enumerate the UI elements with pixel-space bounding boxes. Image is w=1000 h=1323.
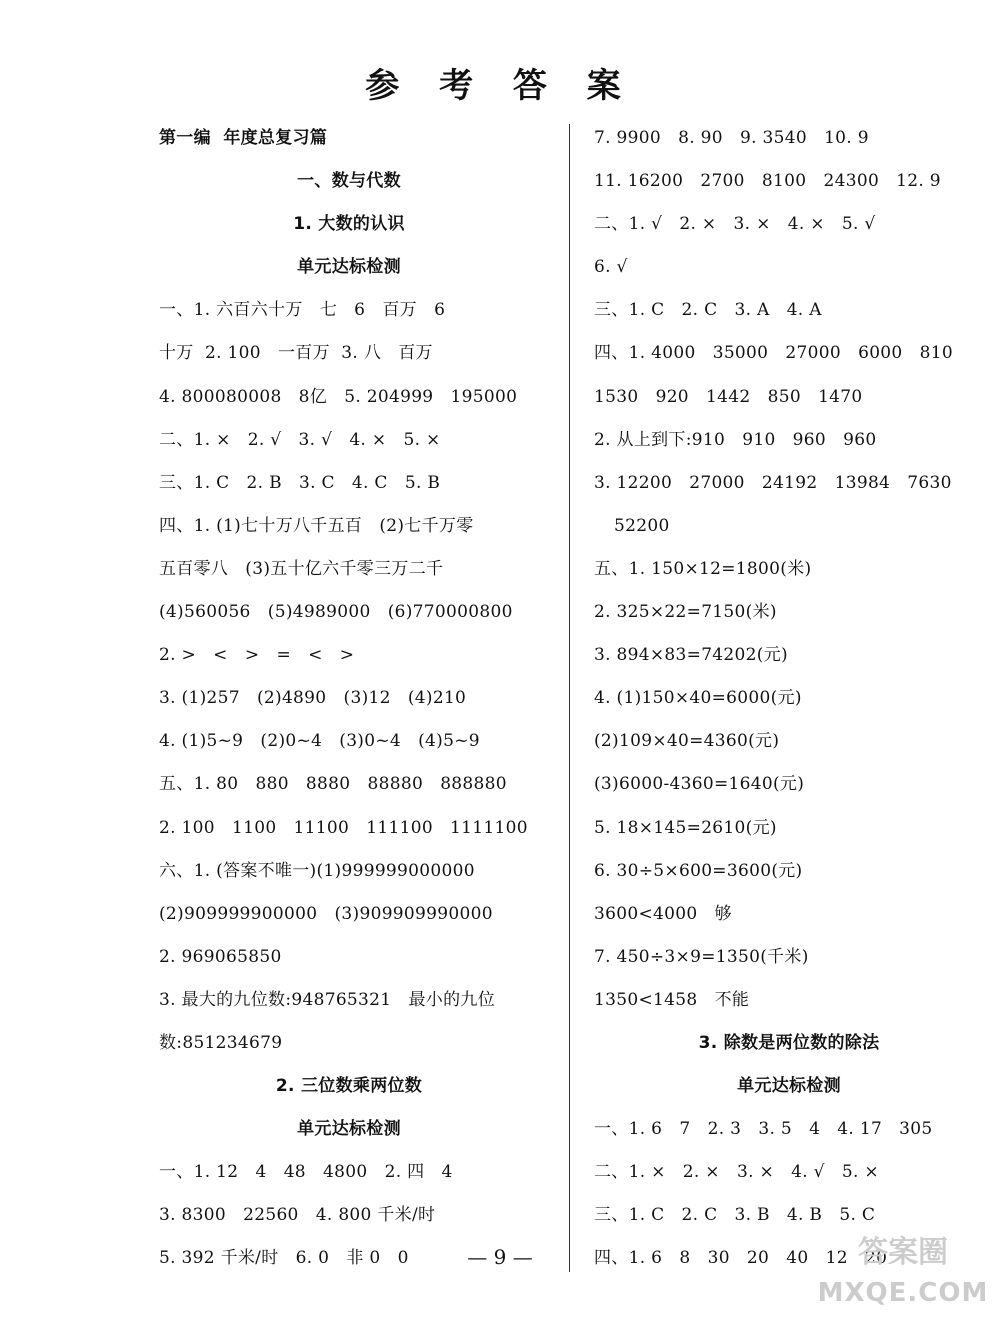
answer-line: 四、1. (1)七十万八千五百 (2)七千万零 bbox=[159, 515, 474, 536]
answer-line: 一、1. 6 7 2. 3 3. 5 4 4. 17 305 bbox=[594, 1119, 933, 1140]
answer-line: 11. 16200 2700 8100 24300 12. 9 bbox=[594, 171, 941, 192]
answer-line: 3. (1)257 (2)4890 (3)12 (4)210 bbox=[159, 688, 467, 709]
answer-line: (3)6000-4360=1640(元) bbox=[594, 774, 805, 795]
answer-line: 数:851234679 bbox=[159, 1032, 283, 1053]
answer-line: 2. 325×22=7150(米) bbox=[594, 602, 777, 623]
answer-line: 三、1. C 2. C 3. A 4. A bbox=[594, 300, 822, 321]
answer-line: (2)109×40=4360(元) bbox=[594, 731, 780, 752]
section-heading: 3. 除数是两位数的除法 bbox=[698, 1032, 880, 1053]
answer-line: 3. 8300 22560 4. 800 千米/时 bbox=[159, 1205, 436, 1226]
answer-line: 三、1. C 2. C 3. B 4. B 5. C bbox=[594, 1205, 876, 1226]
section-heading: 第一编 年度总复习篇 bbox=[159, 128, 328, 148]
section-heading: 1. 大数的认识 bbox=[293, 214, 405, 235]
answer-line: 二、1. √ 2. × 3. × 4. × 5. √ bbox=[594, 214, 876, 235]
watermark-logo bbox=[808, 1233, 998, 1323]
answer-line: 5. 392 千米/时 6. 0 非 0 0 bbox=[159, 1248, 409, 1269]
watermark-url: MXQE.COM bbox=[817, 1278, 989, 1308]
answer-line: 2. 100 1100 11100 111100 1111100 bbox=[159, 817, 528, 838]
answer-line: (2)909999900000 (3)909909990000 bbox=[159, 903, 493, 924]
answer-line: 7. 9900 8. 90 9. 3540 10. 9 bbox=[594, 128, 869, 148]
section-heading: 单元达标检测 bbox=[297, 257, 401, 278]
answer-line: 3. 最大的九位数:948765321 最小的九位 bbox=[159, 989, 496, 1010]
answer-line: 3. 12200 27000 24192 13984 7630 bbox=[594, 472, 952, 493]
answer-line: 3600<4000 够 bbox=[594, 903, 732, 924]
answer-line: 十万 2. 100 一百万 3. 八 百万 bbox=[159, 343, 433, 364]
answer-line: 二、1. × 2. √ 3. √ 4. × 5. × bbox=[159, 429, 441, 450]
right-column bbox=[594, 117, 994, 1281]
answer-line: 7. 450÷3×9=1350(千米) bbox=[594, 946, 809, 967]
answer-line: 52200 bbox=[614, 515, 670, 536]
answer-line: 二、1. × 2. × 3. × 4. √ 5. × bbox=[594, 1162, 879, 1183]
answer-line: 2. > < > = < > bbox=[159, 645, 355, 666]
answer-line: 五、1. 80 880 8880 88880 888880 bbox=[159, 774, 507, 795]
answer-line: 4. (1)5~9 (2)0~4 (3)0~4 (4)5~9 bbox=[159, 731, 480, 752]
answer-line: 1350<1458 不能 bbox=[594, 989, 750, 1010]
watermark-main: 答案圈 bbox=[858, 1235, 948, 1270]
section-heading: 单元达标检测 bbox=[737, 1076, 841, 1097]
answer-line: 3. 894×83=74202(元) bbox=[594, 645, 788, 666]
section-heading: 单元达标检测 bbox=[297, 1119, 401, 1140]
answer-line: 一、1. 12 4 48 4800 2. 四 4 bbox=[159, 1162, 453, 1183]
answer-line: 四、1. 6 8 30 20 40 12 20 bbox=[594, 1248, 888, 1269]
answer-line: 4. 800080008 8亿 5. 204999 195000 bbox=[159, 386, 518, 407]
answer-line: 4. (1)150×40=6000(元) bbox=[594, 688, 802, 709]
answer-line: 2. 从上到下:910 910 960 960 bbox=[594, 429, 877, 450]
column-divider bbox=[569, 124, 570, 1272]
answer-line: 6. √ bbox=[594, 257, 628, 278]
answer-line: 五、1. 150×12=1800(米) bbox=[594, 558, 812, 579]
section-heading: 一、数与代数 bbox=[297, 171, 401, 192]
page-number: — 9 — bbox=[467, 1245, 533, 1269]
answer-line: 6. 30÷5×600=3600(元) bbox=[594, 860, 803, 881]
answer-line: 三、1. C 2. B 3. C 4. C 5. B bbox=[159, 472, 441, 493]
answer-line: 五百零八 (3)五十亿六千零三万二千 bbox=[159, 558, 444, 579]
answer-line: 5. 18×145=2610(元) bbox=[594, 817, 777, 838]
answer-line: 一、1. 六百六十万 七 6 百万 6 bbox=[159, 300, 446, 321]
answer-line: (4)560056 (5)4989000 (6)770000800 bbox=[159, 602, 513, 623]
section-heading: 2. 三位数乘两位数 bbox=[275, 1076, 423, 1097]
answer-line: 四、1. 4000 35000 27000 6000 810 bbox=[594, 343, 954, 364]
answer-line: 1530 920 1442 850 1470 bbox=[594, 386, 863, 407]
answer-line: 2. 969065850 bbox=[159, 946, 282, 967]
answer-line: 六、1. (答案不唯一)(1)999999000000 bbox=[159, 860, 475, 881]
left-column bbox=[159, 117, 559, 1281]
page-title: 参 考 答 案 bbox=[365, 66, 635, 106]
